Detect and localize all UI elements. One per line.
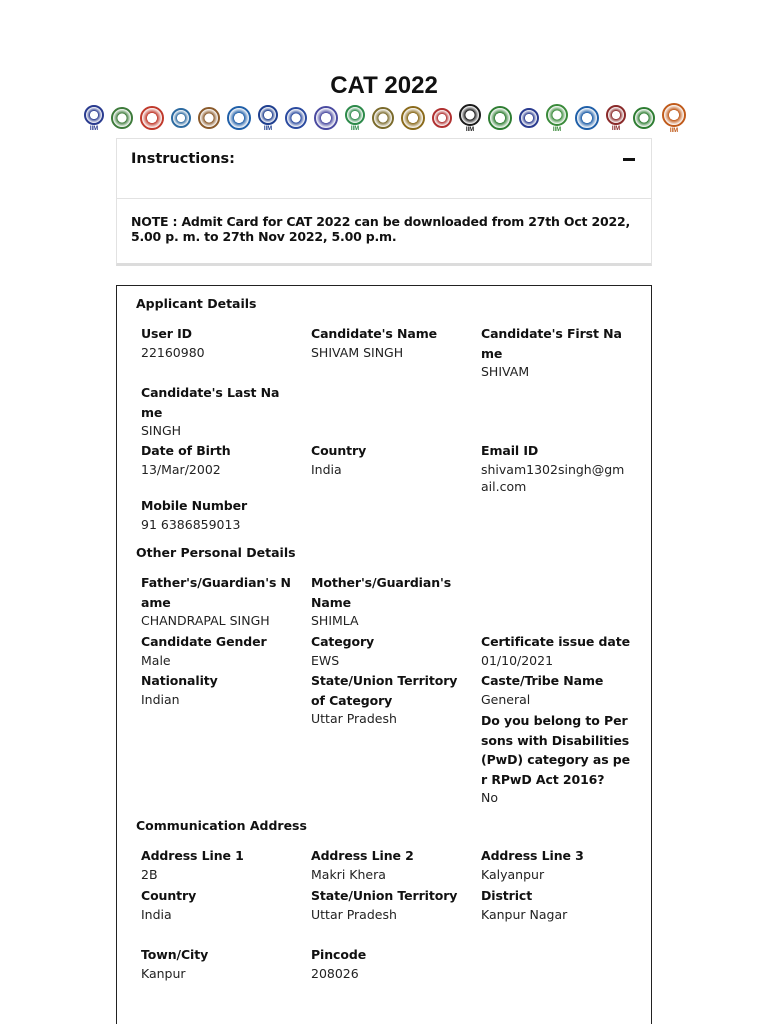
field-label: Date of Birth — [141, 443, 231, 458]
iim-logo-6 — [227, 106, 251, 130]
iim-logo-10 — [345, 105, 365, 132]
logo-wordmark: IIM — [669, 127, 679, 134]
field-label: Nationality — [141, 673, 218, 688]
field-district — [481, 886, 631, 923]
iim-logo-12 — [401, 106, 425, 130]
logo-emblem-icon — [519, 108, 539, 128]
field-label: District — [481, 888, 533, 903]
field-pwd-category — [481, 711, 631, 806]
logo-emblem-icon — [372, 107, 394, 129]
field-label: Mother's/Guardian's Name — [311, 575, 452, 610]
field-value: Male — [141, 652, 171, 668]
field-address-line-1 — [141, 846, 291, 883]
field-value: Uttar Pradesh — [311, 906, 397, 922]
field-value: shivam1302singh@gmail.com — [481, 461, 625, 494]
field-caste-tribe-name — [481, 671, 631, 708]
field-last-name — [141, 383, 291, 439]
communication-address-title: Communication Address — [136, 818, 307, 833]
field-mobile-number — [141, 496, 291, 533]
field-label: Pincode — [311, 947, 367, 962]
field-value: 208026 — [311, 965, 359, 981]
iim-logo-21 — [662, 103, 686, 134]
field-value: SHIMLA — [311, 613, 359, 628]
iim-logo-19 — [606, 105, 626, 132]
logo-emblem-icon — [258, 105, 278, 125]
instructions-header[interactable] — [117, 139, 651, 199]
iim-logo-11 — [372, 107, 394, 129]
field-value: 2B — [141, 866, 158, 882]
field-address-line-3 — [481, 846, 631, 883]
field-mother-name — [311, 573, 461, 629]
field-value: Indian — [141, 691, 180, 707]
instructions-panel — [116, 138, 652, 266]
field-value: SHIVAM SINGH — [311, 344, 404, 360]
field-first-name — [481, 324, 631, 380]
field-value: SHIVAM — [481, 364, 530, 379]
field-email-id — [481, 441, 631, 495]
logo-emblem-icon — [633, 107, 655, 129]
field-label: Country — [141, 888, 197, 903]
iim-logo-15 — [488, 106, 512, 130]
field-value: Kanpur Nagar — [481, 906, 568, 922]
field-value: No — [481, 790, 498, 805]
field-value: India — [141, 906, 172, 922]
logo-emblem-icon — [459, 104, 481, 126]
field-category — [311, 632, 461, 669]
logo-emblem-icon — [140, 106, 164, 130]
logo-emblem-icon — [575, 106, 599, 130]
logo-emblem-icon — [488, 106, 512, 130]
field-value: General — [481, 691, 531, 707]
logo-emblem-icon — [606, 105, 626, 125]
logo-emblem-icon — [432, 108, 452, 128]
logo-emblem-icon — [401, 106, 425, 130]
logo-emblem-icon — [227, 106, 251, 130]
iim-logo-5 — [198, 107, 220, 129]
logo-emblem-icon — [198, 107, 220, 129]
instructions-title: Instructions: — [131, 151, 235, 167]
logo-emblem-icon — [345, 105, 365, 125]
iim-logo-4 — [171, 108, 191, 128]
field-label: Certificate issue date — [481, 634, 630, 649]
field-value: Makri Khera — [311, 866, 386, 882]
field-date-of-birth — [141, 441, 291, 478]
field-value: 01/10/2021 — [481, 652, 554, 668]
field-value: 91 6386859013 — [141, 516, 241, 532]
field-father-name — [141, 573, 291, 629]
field-address-country — [141, 886, 291, 923]
field-label: Candidate Gender — [141, 634, 267, 649]
field-value: Uttar Pradesh — [311, 711, 397, 726]
logo-wordmark: IIM — [263, 125, 273, 132]
applicant-details-title: Applicant Details — [136, 296, 257, 311]
page-title: CAT 2022 — [330, 72, 438, 99]
field-label: Address Line 1 — [141, 848, 244, 863]
field-label: Candidate's Name — [311, 326, 437, 341]
iim-logo-16 — [519, 108, 539, 128]
field-label: Father's/Guardian's Name — [141, 575, 291, 610]
field-label: Email ID — [481, 443, 539, 458]
field-nationality — [141, 671, 291, 708]
field-label: State/Union Territory of Category — [311, 673, 458, 708]
field-label: Candidate's First Name — [481, 326, 622, 361]
field-value: 22160980 — [141, 344, 205, 360]
field-candidate-name — [311, 324, 461, 361]
field-label: Country — [311, 443, 367, 458]
logo-emblem-icon — [171, 108, 191, 128]
field-certificate-issue-date — [481, 632, 631, 669]
logo-wordmark: IIM — [552, 126, 562, 133]
field-state-of-category — [311, 671, 461, 727]
field-country — [311, 441, 461, 478]
logo-emblem-icon — [314, 106, 338, 130]
field-gender — [141, 632, 291, 669]
iim-logo-14 — [459, 104, 481, 133]
iim-logo-17 — [546, 104, 568, 133]
iim-logo-1 — [84, 105, 104, 132]
field-label: Caste/Tribe Name — [481, 673, 604, 688]
iim-logo-7 — [258, 105, 278, 132]
logo-wordmark: IIM — [350, 125, 360, 132]
logo-wordmark: IIM — [465, 126, 475, 133]
field-value: Kanpur — [141, 965, 186, 981]
field-label: Address Line 3 — [481, 848, 584, 863]
field-label: Category — [311, 634, 375, 649]
iim-logo-3 — [140, 106, 164, 130]
field-label: Town/City — [141, 947, 209, 962]
logo-emblem-icon — [84, 105, 104, 125]
field-user-id — [141, 324, 291, 361]
logo-emblem-icon — [285, 107, 307, 129]
field-label: Do you belong to Persons with Disabilities (PwD) category as per RPwD Act 2016? — [481, 713, 631, 787]
field-value: CHANDRAPAL SINGH — [141, 613, 270, 628]
logo-emblem-icon — [662, 103, 686, 127]
field-town-city — [141, 945, 291, 982]
field-label: User ID — [141, 326, 192, 341]
field-value: 13/Mar/2002 — [141, 461, 221, 477]
other-personal-details-title: Other Personal Details — [136, 545, 296, 560]
logo-emblem-icon — [111, 107, 133, 129]
iim-logo-9 — [314, 106, 338, 130]
logo-wordmark: IIM — [611, 125, 621, 132]
admit-card-note: NOTE : Admit Card for CAT 2022 can be downloaded from 27th Oct 2022, 5.00 p. m. to 27th Nov 2022, 5.00 p.m. — [131, 214, 631, 244]
iim-logo-13 — [432, 108, 452, 128]
field-value: India — [311, 461, 342, 477]
iim-logo-18 — [575, 106, 599, 130]
field-value: Kalyanpur — [481, 866, 545, 882]
field-value: SINGH — [141, 423, 182, 438]
field-label: Mobile Number — [141, 498, 248, 513]
field-label: State/Union Territory — [311, 888, 458, 903]
institute-logo-strip — [84, 100, 686, 136]
field-label: Candidate's Last Name — [141, 385, 280, 420]
field-value: EWS — [311, 652, 340, 668]
application-details-card — [116, 285, 652, 1024]
iim-logo-2 — [111, 107, 133, 129]
field-address-state — [311, 886, 461, 923]
field-pincode — [311, 945, 461, 982]
logo-wordmark: IIM — [89, 125, 99, 132]
iim-logo-20 — [633, 107, 655, 129]
logo-emblem-icon — [546, 104, 568, 126]
collapse-minus-icon[interactable] — [623, 158, 635, 161]
iim-logo-8 — [285, 107, 307, 129]
field-label: Address Line 2 — [311, 848, 414, 863]
field-address-line-2 — [311, 846, 461, 883]
